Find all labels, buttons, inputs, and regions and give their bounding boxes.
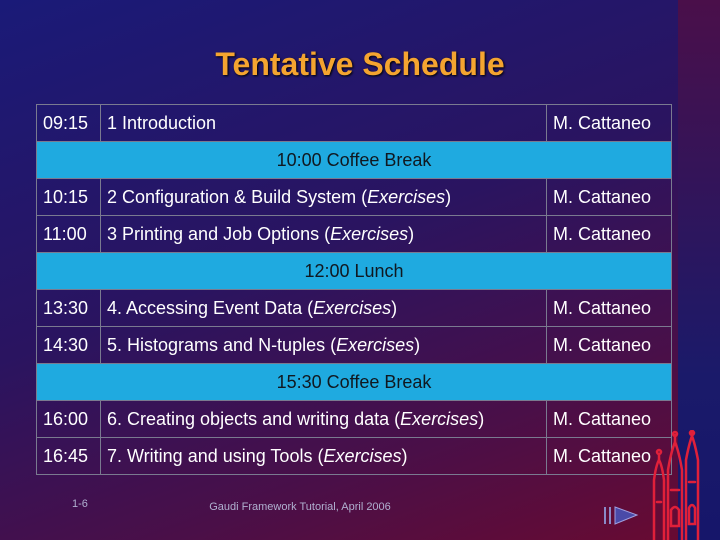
next-slide-arrow-icon[interactable] bbox=[603, 504, 639, 526]
session-cell bbox=[101, 105, 547, 142]
cathedral-logo-icon bbox=[646, 430, 706, 540]
session-title: 7. Writing and using Tools bbox=[107, 445, 313, 466]
session-title: 6. Creating objects and writing data bbox=[107, 408, 390, 429]
time-cell: 16:00 bbox=[37, 401, 101, 438]
session-cell: 2 Configuration & Build System (Exercises) bbox=[101, 179, 547, 216]
break-row bbox=[37, 364, 672, 401]
speaker-cell: M. Cattaneo bbox=[547, 290, 672, 327]
speaker-cell: M. Cattaneo bbox=[547, 216, 672, 253]
table-row bbox=[37, 401, 672, 438]
session-cell: 5. Histograms and N-tuples (Exercises) bbox=[101, 327, 547, 364]
speaker-cell: M. Cattaneo bbox=[547, 105, 672, 142]
speaker-cell: M. Cattaneo bbox=[547, 438, 672, 475]
time-cell: 16:45 bbox=[37, 438, 101, 475]
break-label: 15:30 Coffee Break bbox=[37, 364, 672, 401]
footer-text: Gaudi Framework Tutorial, April 2006 bbox=[209, 501, 391, 513]
session-cell: 3 Printing and Job Options (Exercises) bbox=[101, 216, 547, 253]
break-label: 12:00 Lunch bbox=[37, 253, 672, 290]
exercises-label: Exercises bbox=[367, 186, 446, 207]
page-number: 1-6 bbox=[72, 498, 88, 510]
table-row bbox=[37, 438, 672, 475]
slide-title: Tentative Schedule bbox=[215, 46, 505, 82]
table-row bbox=[37, 179, 672, 216]
session-cell: 4. Accessing Event Data (Exercises) bbox=[101, 290, 547, 327]
table-row bbox=[37, 216, 672, 253]
exercises-label: Exercises bbox=[336, 334, 415, 355]
schedule-table bbox=[36, 104, 672, 475]
time-cell: 14:30 bbox=[37, 327, 101, 364]
speaker-cell: M. Cattaneo bbox=[547, 401, 672, 438]
session-title: 2 Configuration & Build System bbox=[107, 186, 357, 207]
time-cell: 11:00 bbox=[37, 216, 101, 253]
break-label: 10:00 Coffee Break bbox=[37, 142, 672, 179]
exercises-label: Exercises bbox=[330, 223, 409, 244]
session-cell: 6. Creating objects and writing data (Exercises) bbox=[101, 401, 547, 438]
session-title: 1 Introduction bbox=[107, 112, 217, 133]
break-row bbox=[37, 142, 672, 179]
table-row bbox=[37, 327, 672, 364]
session-cell: 7. Writing and using Tools (Exercises) bbox=[101, 438, 547, 475]
time-cell: 09:15 bbox=[37, 105, 101, 142]
table-row bbox=[37, 290, 672, 327]
exercises-label: Exercises bbox=[323, 445, 402, 466]
break-row bbox=[37, 253, 672, 290]
session-title: 3 Printing and Job Options bbox=[107, 223, 325, 244]
speaker-cell: M. Cattaneo bbox=[547, 179, 672, 216]
time-cell: 10:15 bbox=[37, 179, 101, 216]
exercises-label: Exercises bbox=[400, 408, 479, 429]
exercises-label: Exercises bbox=[313, 297, 392, 318]
speaker-cell: M. Cattaneo bbox=[547, 327, 672, 364]
session-title: 5. Histograms and N-tuples bbox=[107, 334, 326, 355]
time-cell: 13:30 bbox=[37, 290, 101, 327]
session-title: 4. Accessing Event Data bbox=[107, 297, 303, 318]
table-row bbox=[37, 105, 672, 142]
